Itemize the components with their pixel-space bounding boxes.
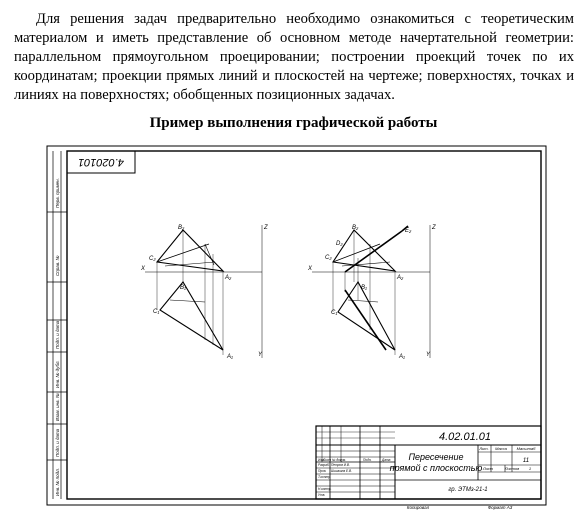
label-a2-left: A₂ xyxy=(225,275,232,281)
label-z-left: Z xyxy=(264,225,268,231)
row-nkontr: Н.контр. xyxy=(318,487,332,491)
side-label-2: Справ. № xyxy=(55,255,60,276)
group-label: гр. ЭТМз-21-1 xyxy=(448,487,488,493)
side-label-5: Взам. инв. № xyxy=(55,393,60,421)
row-razrab: Разраб. xyxy=(318,463,330,467)
checker-name: Шишкина Е.В. xyxy=(331,469,353,473)
label-a2-right: A₂ xyxy=(397,275,404,281)
label-y-right: Y xyxy=(426,352,431,358)
col-mass: Масса xyxy=(495,446,507,451)
label-y-left: Y xyxy=(258,352,263,358)
figure-caption: Пример выполнения графической работы xyxy=(149,115,438,131)
side-label-1: Перв. примен. xyxy=(55,178,60,208)
col-scale: Масштаб xyxy=(516,446,536,451)
label-x-right: X xyxy=(308,266,313,272)
label-a1-right: A₁ xyxy=(399,354,405,360)
side-label-4: Инв. № дубл. xyxy=(55,360,60,388)
doc-number-rotated: 4.020101 xyxy=(78,156,124,168)
col-lit: Лит. xyxy=(479,446,489,451)
row-utv: Утв. xyxy=(318,493,326,497)
doc-number: 4.02.01.01 xyxy=(439,431,491,443)
label-c1-right: C₁ xyxy=(331,310,338,316)
format-label: Формат А3 xyxy=(487,505,513,510)
label-b1-right: B₁ xyxy=(361,285,367,291)
label-b2-right: B₂ xyxy=(352,225,359,231)
drawing-title-line1: Пересечение xyxy=(408,452,464,462)
label-e2-right: E₂ xyxy=(405,228,412,234)
label-d2-right: D₂ xyxy=(336,241,343,247)
row-izm: Изм. xyxy=(318,458,325,462)
author-name: Петров И.В. xyxy=(331,463,350,467)
label-c2-right: C₂ xyxy=(325,255,332,261)
row-date: Дата xyxy=(382,458,391,462)
sheets-total: 1 xyxy=(528,466,532,471)
label-c1-left: C₁ xyxy=(153,309,160,315)
drawing-title-line2: прямой с плоскостью xyxy=(389,463,483,473)
label-a1-left: A₁ xyxy=(227,354,233,360)
row-podp: Подп. xyxy=(363,458,372,462)
row-prov: Пров. xyxy=(318,469,327,473)
label-b1-left: B₁ xyxy=(180,285,186,291)
label-c2-left: C₂ xyxy=(149,256,156,262)
col-sheet: Лист xyxy=(482,466,494,471)
intro-paragraph: Для решения задач предварительно необходимо ознакомиться с теоретическим материалом и иметь представление об основном методе начертательной геометрии: параллельном прямоугольном проецировании; построении проекций точек по их координатам; проекции прямых линий и плоскостей на чертеже; поверхностях, точках и линиях на поверхностях; обобщенных позиционных задачах. xyxy=(14,11,574,103)
col-sheets: Листов xyxy=(504,466,520,471)
row-list: Лист xyxy=(323,458,332,462)
label-z-right: Z xyxy=(432,225,436,231)
label-x-left: X xyxy=(141,266,146,272)
copied-label: Копировал xyxy=(406,505,430,510)
side-label-3: Подп. и дата xyxy=(55,320,60,349)
row-ndoc: № докум. xyxy=(332,458,347,462)
side-label-6: Подп. и дата xyxy=(55,428,60,457)
label-b2-left: B₂ xyxy=(178,225,185,231)
sheet-number: 11 xyxy=(522,458,530,464)
side-label-7: Инв. № подл. xyxy=(55,468,60,496)
row-tkontr: Т.контр. xyxy=(318,475,331,479)
